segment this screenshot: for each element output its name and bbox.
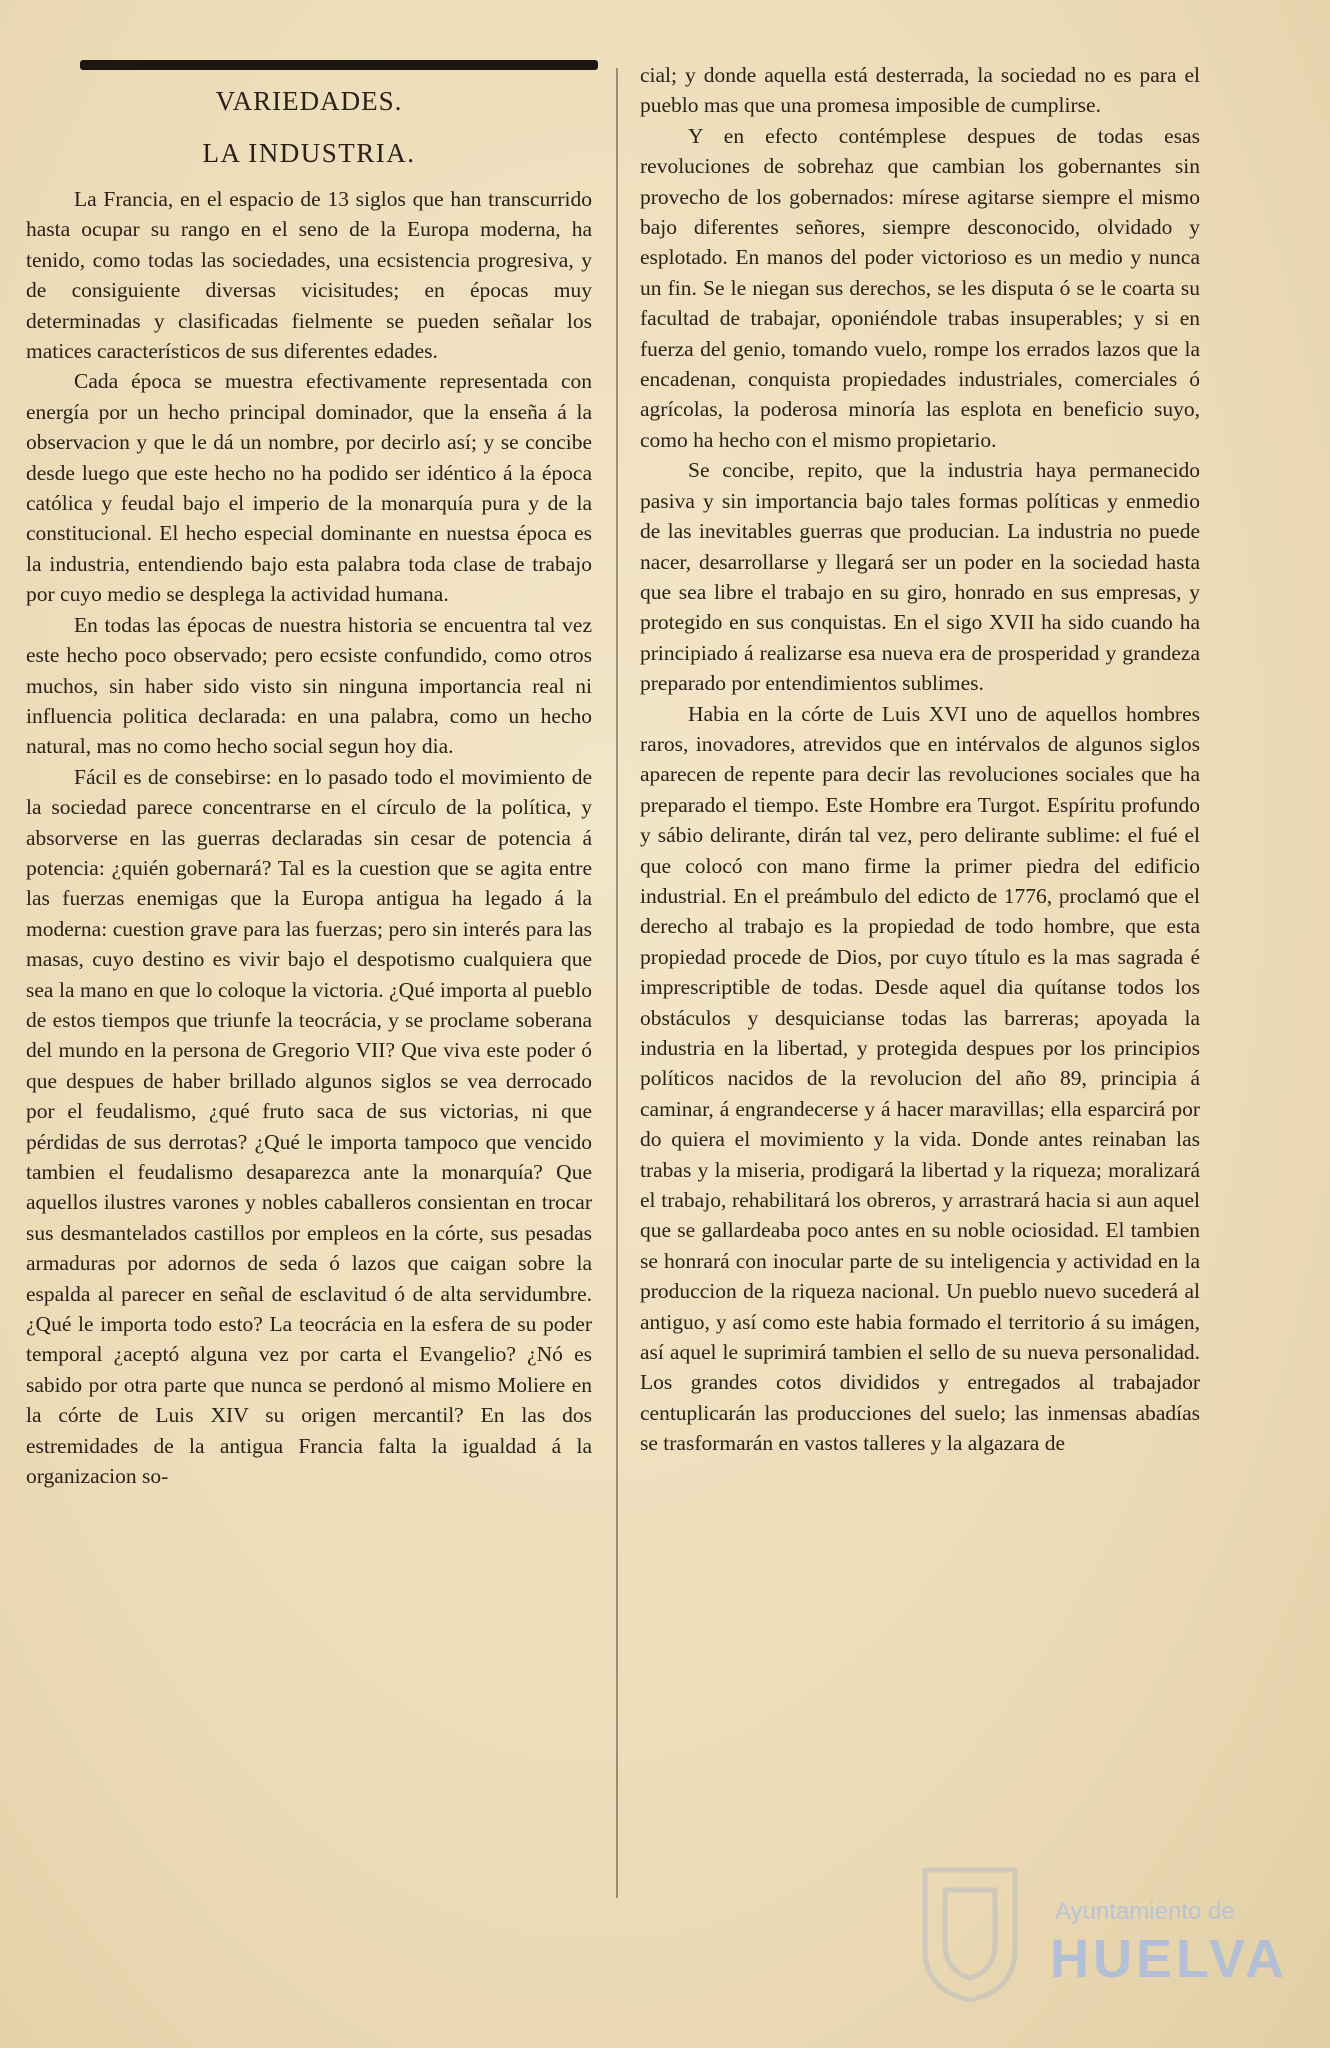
column-divider: [616, 68, 618, 1898]
paragraph: Cada época se muestra efectivamente representada con energía por un hecho principal dominador, que la enseña á la observacion y que le dá un nombre, por decirlo así; y se concibe desde luego que este hecho no ha podido ser idéntico á la época católica y feudal bajo el imperio de la monarquía pura y de la constitucional. El hecho especial dominante en nuestsa época es la industria, entendiendo bajo esta palabra toda clase de trabajo por cuyo medio se desplega la actividad humana.: [26, 369, 592, 607]
left-column: [26, 78, 592, 1491]
paragraph: La Francia, en el espacio de 13 siglos que han transcurrido hasta ocupar su rango en el seno de la Europa moderna, ha tenido, como todas las sociedades, una ecsistencia progresiva, y de consiguiente diversas vicisitudes; en épocas muy determinadas y clasificadas fielmente se pueden señalar los matices característicos de sus diferentes edades.: [26, 187, 592, 364]
section-title: VARIEDADES.: [215, 86, 403, 116]
watermark-line-2: HUELVA: [1050, 1929, 1288, 1989]
paragraph: Y en efecto contémplese despues de todas esas revoluciones de sobrehaz que cambian los gobernantes sin provecho de los gobernados: mírese agitarse siempre el mismo bajo diferentes señores, siempre desconocido, olvidado y esplotado. En manos del poder victorioso es un medio y nunca un fin. Se le niegan sus derechos, se les disputa ó se le coarta su facultad de trabajar, oponiéndole trabas insuperables; y si en fuerza del genio, tomando vuelo, rompe los errados lazos que la encadenan, conquista propiedades industriales, comerciales ó agrícolas, la poderosa minoría las esplota en beneficio suyo, como ha hecho con el mismo propietario.: [640, 123, 1200, 452]
paragraph: Habia en la córte de Luis XVI uno de aquellos hombres raros, inovadores, atrevidos que en intérvalos de algunos siglos aparecen de repente para decir las revoluciones sociales que ha preparado el tiempo. Este Hombre era Turgot. Espíritu profundo y sábio delirante, dirán tal vez, pero delirante sublime: el fué el que colocó con mano firme la primer piedra del edificio industrial. En el preámbulo del edicto de 1776, proclamó que el derecho al trabajo es la propiedad de todo hombre, que esta propiedad procede de Dios, por cuyo título es la mas sagrada é imprescriptible de todas. Desde aquel dia quítanse todos los obstáculos y desquicianse todas las barreras; apoyada la industria en la libertad, y protegida despues por los principios políticos nacidos de la revolucion del año 89, principia á caminar, á engrandecerse y á hacer maravillas; ella esparcirá por do quiera el movimiento y la vida. Donde antes reinaban las trabas y la miseria, prodigará la libertad y la riqueza; moralizará el trabajo, rehabilitará los obreros, y arrastrará hacia si aun aquel que se gallardeaba poco antes en su noble ociosidad. El tambien se honrará con inocular parte de su inteligencia y actividad en la produccion de la riqueza nacional. Un pueblo nuevo sucederá al antiguo, y así como este habia formado el territorio á su imágen, así aquel le suprimirá tambien el sello de su nueva personalidad. Los grandes cotos divididos y entregados al trabajador centuplicarán las producciones del suelo; las inmensas abadías se trasformarán en vastos talleres y la algazara de: [640, 701, 1200, 1456]
watermark-line-1: Ayuntamiento de: [1055, 1898, 1235, 1925]
article-title: LA INDUSTRIA.: [202, 138, 416, 168]
paragraph: Fácil es de consebirse: en lo pasado todo el movimiento de la sociedad parece concentrarse en el círculo de la política, y absorverse en las guerras declaradas sin cesar de potencia á potencia: ¿quién gobernará? Tal es la cuestion que se agita entre las fuerzas enemigas que la Europa antigua ha legado á la moderna: cuestion grave para las fuerzas; pero sin interés para las masas, cuyo destino es vivir bajo el despotismo cualquiera que sea la mano en que lo coloque la victoria. ¿Qué importa al pueblo de estos tiempos que triunfe la teocrácia, y se proclame soberana del mundo en la persona de Gregorio VII? Que viva este poder ó que despues de haber brillado algunos siglos se vea derrocado por el feudalismo, ¿qué fruto saca de sus victorias, ni que pérdidas de sus derrotas? ¿Qué le importa tampoco que vencido tambien el feudalismo desaparezca ante la monarquía? Que aquellos ilustres varones y nobles caballeros consientan en trocar sus desmantelados castillos por empleos en la córte, sus pesadas armaduras por adornos de seda ó lazos que caigan sobre la espalda al parecer en señal de esclavitud ó de alta servidumbre. ¿Qué le importa todo esto? La teocrácia en la esfera de su poder temporal ¿aceptó alguna vez por carta el Evangelio? ¿Nó es sabido por otra parte que nunca se perdonó al mismo Moliere en la córte de Luis XIV su origen mercantil? En las dos estremidades de la antigua Francia falta la igualdad á la organizacion so-: [26, 764, 592, 1489]
paragraph: En todas las épocas de nuestra historia se encuentra tal vez este hecho poco observado; pero ecsiste confundido, como otros muchos, sin haber sido visto sin ninguna importancia real ni influencia politica declarada: en una palabra, como un hecho natural, mas no como hecho social segun hoy dia.: [26, 612, 592, 759]
right-column: [640, 60, 1200, 1459]
header-rule: [80, 60, 598, 70]
paragraph: Se concibe, repito, que la industria haya permanecido pasiva y sin importancia bajo tales formas políticas y enmedio de las inevitables guerras que producian. La industria no puede nacer, desarrollarse y llegará ser un poder en la sociedad hasta que sea libre el trabajo en su giro, honrado en sus empresas, y protegido en sus conquistas. En el sigo XVII ha sido cuando ha principiado á realizarse esa nueva era de prosperidad y grandeza preparado por entendimientos sublimes.: [640, 458, 1200, 696]
paragraph-continuation: cial; y donde aquella está desterrada, la sociedad no es para el pueblo mas que una promesa imposible de cumplirse.: [640, 63, 1200, 118]
